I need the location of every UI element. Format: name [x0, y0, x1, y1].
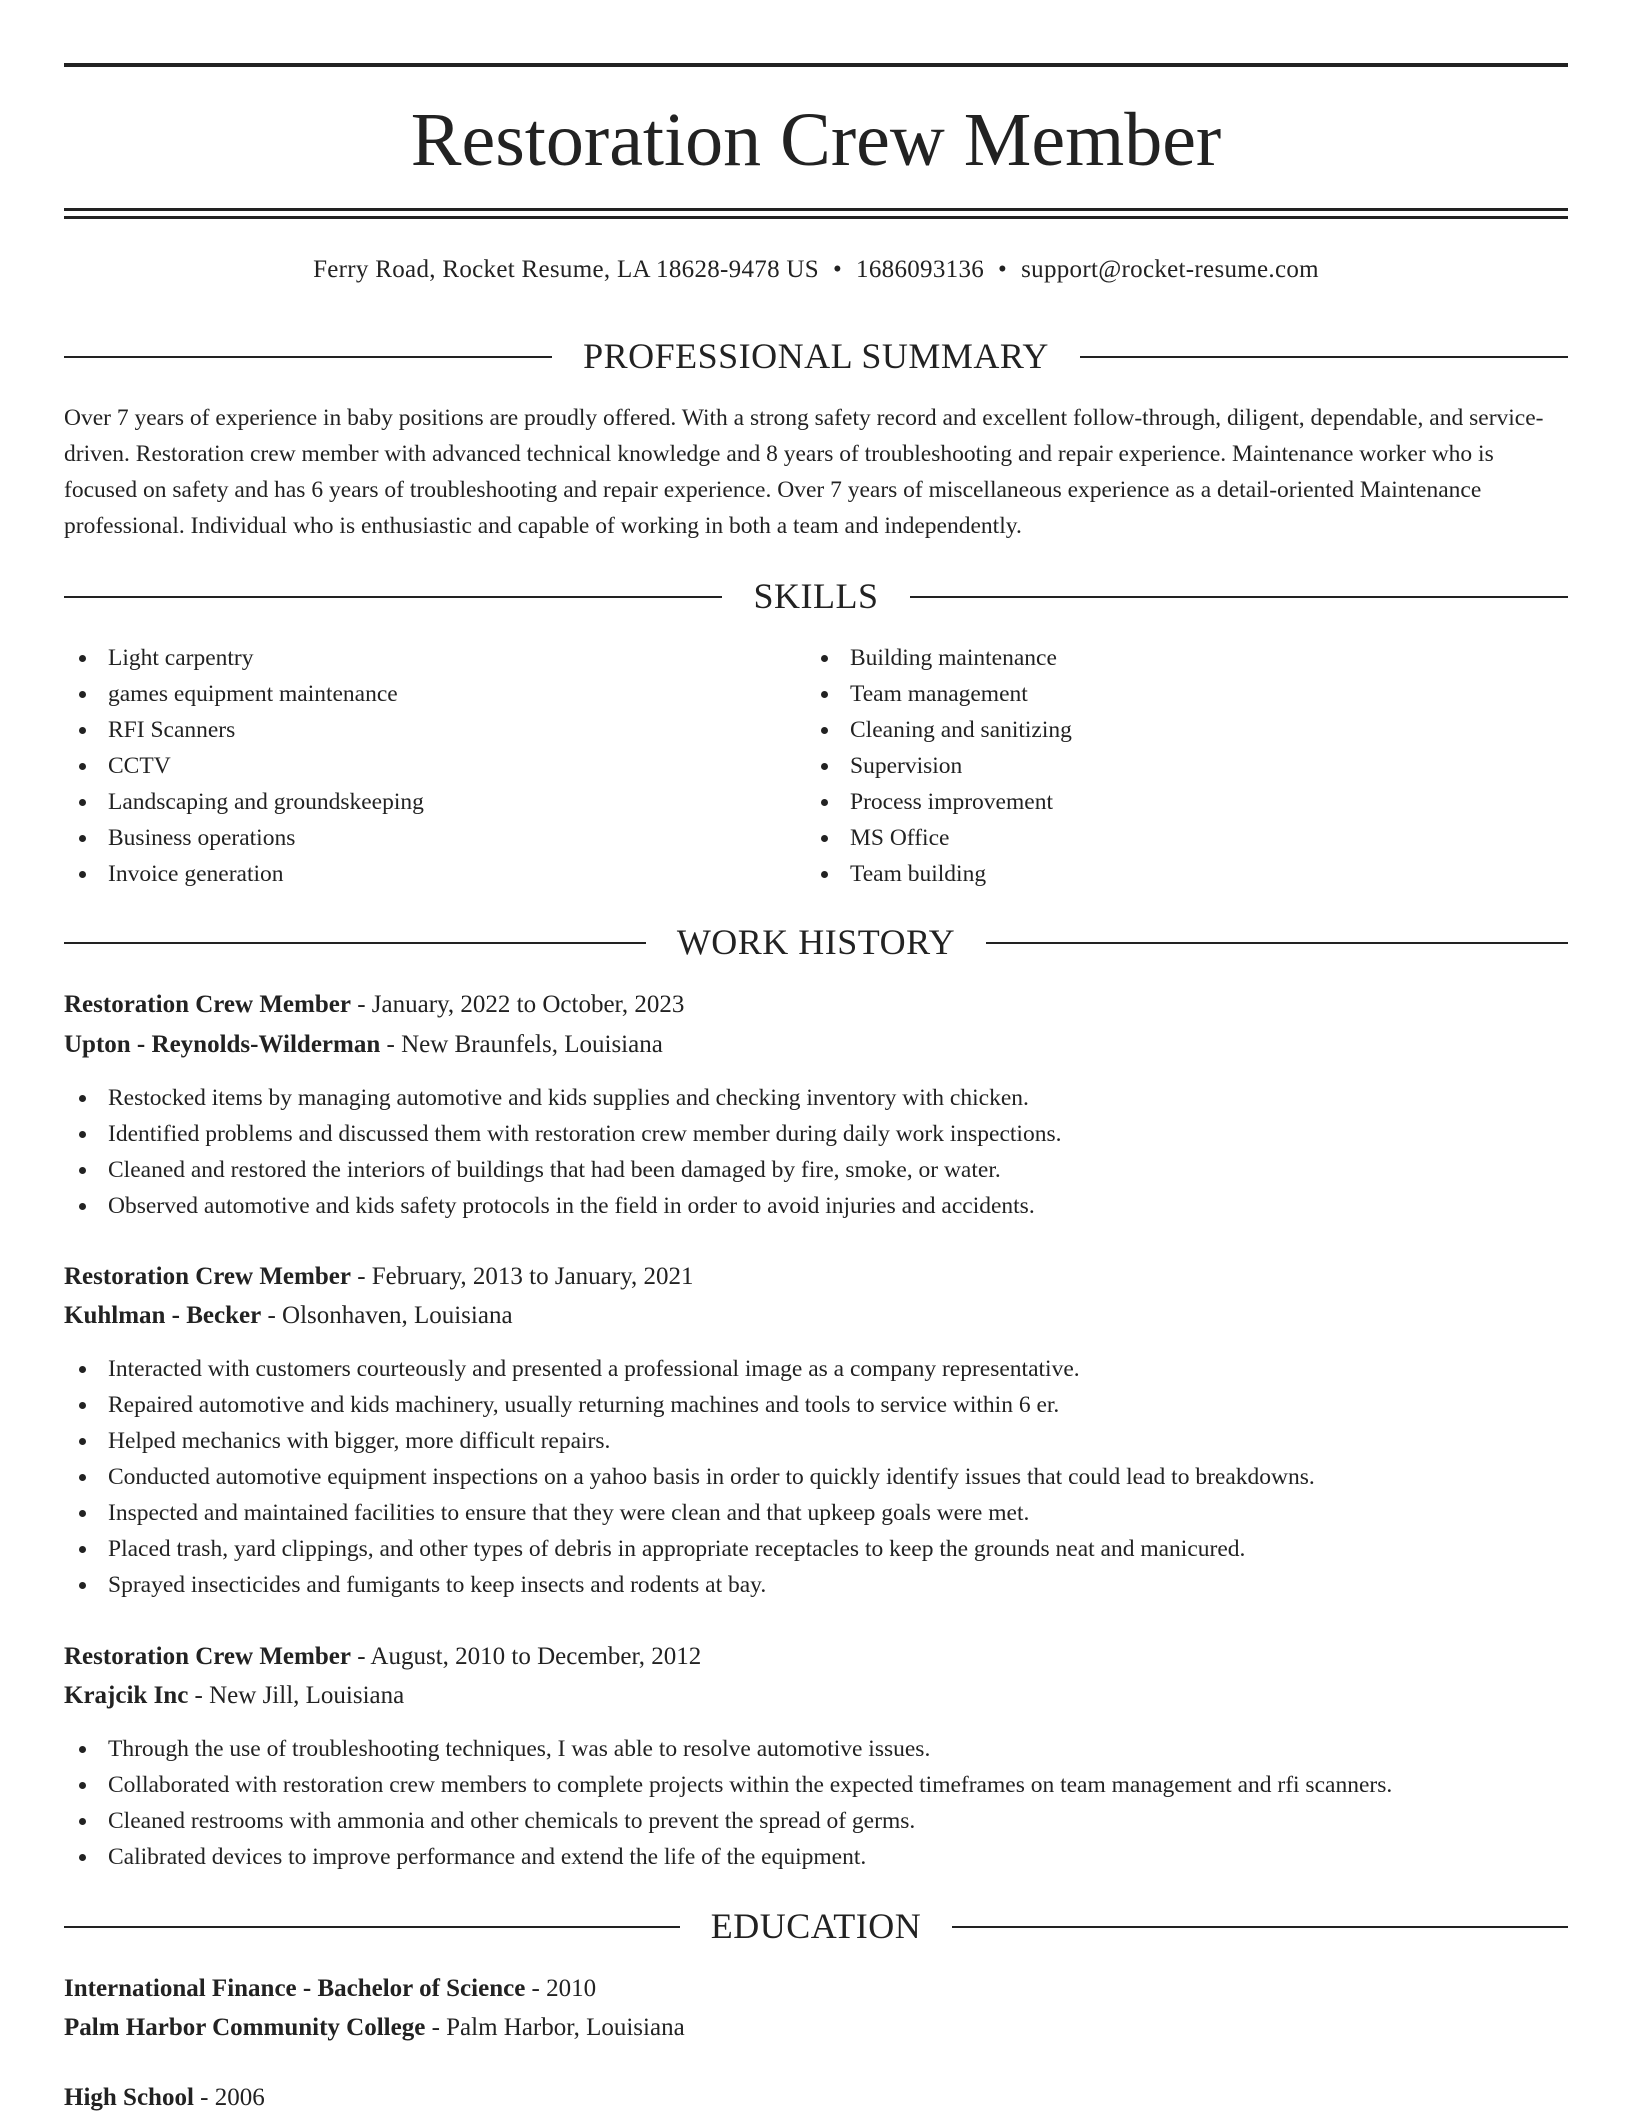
summary-heading-label: PROFESSIONAL SUMMARY — [583, 336, 1049, 376]
skill-item: CCTV — [64, 748, 764, 784]
heading-rule-right — [986, 942, 1568, 944]
skill-item: Light carpentry — [64, 640, 764, 676]
education-school-line — [64, 2009, 1568, 2047]
heading-rule-right — [910, 596, 1568, 598]
job-bullet: Sprayed insecticides and fumigants to keep insects and rodents at bay. — [64, 1567, 1568, 1603]
job-title: Restoration Crew Member — [64, 1263, 351, 1290]
job-bullet: Placed trash, yard clippings, and other types of debris in appropriate receptacles to keep the grounds neat and manicured. — [64, 1531, 1568, 1567]
job-location: - Olsonhaven, Louisiana — [261, 1302, 513, 1329]
skill-item: Business operations — [64, 820, 764, 856]
contact-phone: 1686093136 — [856, 256, 985, 283]
education-school: Palm Harbor Community College — [64, 2014, 426, 2041]
skills-list-right — [806, 640, 1506, 892]
job-company: Krajcik Inc — [64, 1682, 189, 1709]
job-company-line — [64, 1677, 1568, 1715]
job-bullet: Through the use of troubleshooting techniques, I was able to resolve automotive issues. — [64, 1731, 1568, 1767]
summary-text: Over 7 years of experience in baby positions are proudly offered. With a strong safety record and excellent follow-through, diligent, dependable, and service-driven. Restoration crew member with advanced technical knowledge and 8 years of troubleshooting and repair experience. Maintenance worker who is focused on safety and has 6 years of troubleshooting and repair experience. Over 7 years of miscellaneous experience as a detail-oriented Maintenance professional. Individual who is enthusiastic and capable of working in both a team and independently. — [64, 405, 1544, 539]
skill-item: Supervision — [806, 748, 1506, 784]
work-heading — [64, 922, 1568, 962]
job-company-line — [64, 1026, 1568, 1064]
work-heading-label: WORK HISTORY — [676, 922, 956, 962]
job-bullets — [64, 1080, 1568, 1224]
job-bullet: Cleaned restrooms with ammonia and other chemicals to prevent the spread of germs. — [64, 1803, 1568, 1839]
job-bullet: Inspected and maintained facilities to ensure that they were clean and that upkeep goals were met. — [64, 1495, 1568, 1531]
job-company-line — [64, 1297, 1568, 1335]
education-year: - 2010 — [525, 1975, 597, 2002]
title-rule-lower — [64, 216, 1568, 219]
job-bullet: Interacted with customers courteously and presented a professional image as a company representative. — [64, 1351, 1568, 1387]
skill-item: RFI Scanners — [64, 712, 764, 748]
job-bullet: Repaired automotive and kids machinery, usually returning machines and tools to service within 6 er. — [64, 1387, 1568, 1423]
job-company: Kuhlman - Becker — [64, 1302, 262, 1329]
skills-list-left — [64, 640, 764, 892]
job-bullets — [64, 1351, 1568, 1603]
education-year: - 2006 — [193, 2084, 265, 2111]
skill-item: Landscaping and groundskeeping — [64, 784, 764, 820]
job-title-line — [64, 1638, 1568, 1676]
skill-item: Building maintenance — [806, 640, 1506, 676]
heading-rule-right — [1080, 356, 1568, 358]
skill-item: Process improvement — [806, 784, 1506, 820]
contact-separator: • — [998, 256, 1008, 283]
job-title: Restoration Crew Member — [64, 991, 351, 1018]
skills-heading-label: SKILLS — [753, 576, 879, 616]
job-dates: - February, 2013 to January, 2021 — [350, 1263, 694, 1290]
job-bullet: Conducted automotive equipment inspections on a yahoo basis in order to quickly identify issues that could lead to breakdowns. — [64, 1459, 1568, 1495]
education-heading — [64, 1906, 1568, 1946]
resume-title: Restoration Crew Member — [410, 98, 1222, 182]
job-bullets — [64, 1731, 1568, 1875]
job-bullet: Restocked items by managing automotive and kids supplies and checking inventory with chicken. — [64, 1080, 1568, 1116]
job-location: - New Jill, Louisiana — [188, 1682, 405, 1709]
job-title-line — [64, 1258, 1568, 1296]
job-bullet: Helped mechanics with bigger, more difficult repairs. — [64, 1423, 1568, 1459]
job-location: - New Braunfels, Louisiana — [380, 1031, 663, 1058]
skill-item: Invoice generation — [64, 856, 764, 892]
top-rule — [64, 63, 1568, 67]
job-dates: - August, 2010 to December, 2012 — [350, 1643, 702, 1670]
contact-email[interactable]: support@rocket-resume.com — [1021, 256, 1319, 283]
skill-item: Team management — [806, 676, 1506, 712]
title-rule-upper — [64, 208, 1568, 211]
heading-rule-right — [952, 1926, 1568, 1928]
education-degree: High School — [64, 2084, 194, 2111]
education-degree-line — [64, 1970, 1568, 2008]
skill-item: games equipment maintenance — [64, 676, 764, 712]
job-bullet: Calibrated devices to improve performance and extend the life of the equipment. — [64, 1839, 1568, 1875]
job-title: Restoration Crew Member — [64, 1643, 351, 1670]
skill-item: MS Office — [806, 820, 1506, 856]
job-title-line — [64, 986, 1568, 1024]
education-location: - Palm Harbor, Louisiana — [425, 2014, 685, 2041]
contact-separator: • — [832, 256, 843, 283]
job-bullet: Observed automotive and kids safety protocols in the field in order to avoid injuries and accidents. — [64, 1188, 1568, 1224]
skills-heading — [64, 576, 1568, 616]
education-heading-label: EDUCATION — [710, 1906, 922, 1946]
skill-item: Team building — [806, 856, 1506, 892]
job-company: Upton - Reynolds-Wilderman — [64, 1031, 381, 1058]
education-degree: International Finance - Bachelor of Science — [64, 1975, 526, 2002]
contact-line — [64, 252, 1568, 288]
job-bullet: Collaborated with restoration crew members to complete projects within the expected timeframes on team management and rfi scanners. — [64, 1767, 1568, 1803]
skill-item: Cleaning and sanitizing — [806, 712, 1506, 748]
job-bullet: Cleaned and restored the interiors of buildings that had been damaged by fire, smoke, or water. — [64, 1152, 1568, 1188]
contact-address: Ferry Road, Rocket Resume, LA 18628-9478 US — [313, 256, 819, 283]
education-degree-line — [64, 2079, 1568, 2117]
summary-heading — [64, 336, 1568, 376]
job-bullet: Identified problems and discussed them with restoration crew member during daily work inspections. — [64, 1116, 1568, 1152]
job-dates: - January, 2022 to October, 2023 — [350, 991, 685, 1018]
